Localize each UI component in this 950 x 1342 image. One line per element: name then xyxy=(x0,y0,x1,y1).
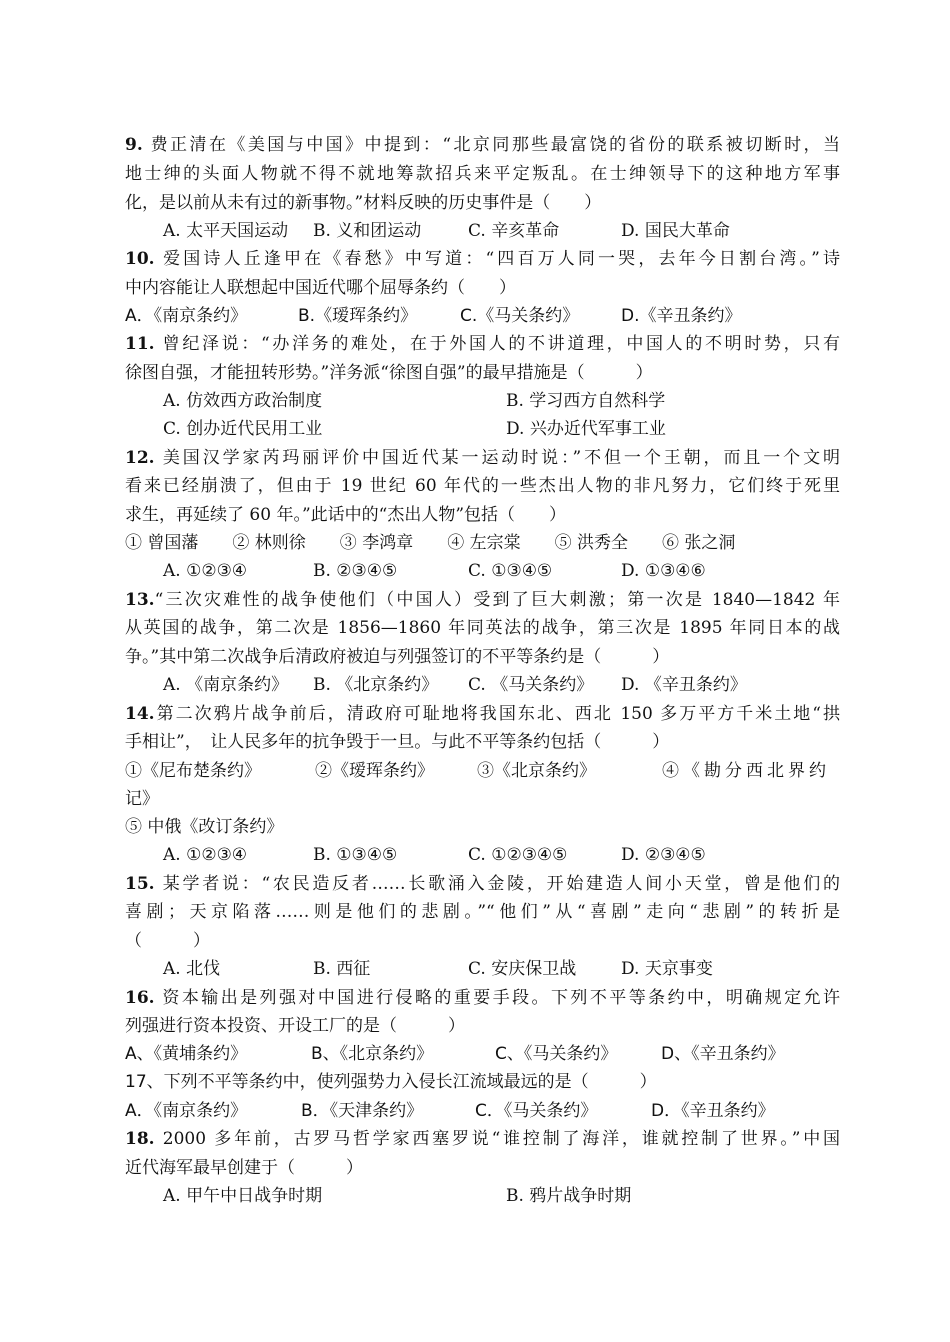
option-b: B. 鸦片战争时期 xyxy=(506,1186,632,1206)
question-12-stem-line-1: 12. 美国汉学家芮玛丽评价中国近代某一运动时说：”不但一个王朝，而且一个文明 xyxy=(125,448,840,468)
question-10-stem-line-2: 中内容能让人联想起中国近代哪个屈辱条约（ ） xyxy=(125,278,516,298)
option-c: C．《马关条约》 xyxy=(475,1101,598,1121)
question-14-items-row-2: 记》 xyxy=(125,789,159,809)
option-b: B. 《北京条约》 xyxy=(313,675,439,695)
option-d: D、《辛丑条约》 xyxy=(661,1044,785,1064)
question-number: 11. xyxy=(125,334,155,354)
option-d: D.《辛丑条约》 xyxy=(621,306,742,326)
item-4: ④《勘分西北界约 xyxy=(662,761,830,781)
question-number: 14. xyxy=(125,704,155,724)
question-15-stem-line-3: （ ） xyxy=(125,931,210,951)
question-12-stem-line-2: 看来已经崩溃了，但由于 19 世纪 60 年代的一些杰出人物的非凡努力，它们终于死里 xyxy=(125,476,840,496)
option-d: D. 兴办近代军事工业 xyxy=(506,419,666,439)
question-14-items-row-3: ⑤ 中俄《改订条约》 xyxy=(125,817,284,837)
option-b: B. 义和团运动 xyxy=(313,221,422,241)
question-17-stem-line-1: 17、下列不平等条约中，使列强势力入侵长江流域最远的是（ ） xyxy=(125,1072,657,1092)
question-11-stem-line-1: 11. 曾纪泽说：“办洋务的难处，在于外国人的不讲道理，中国人的不明时势，只有 xyxy=(125,334,840,354)
question-11-options-row-2 xyxy=(125,415,840,443)
question-9-stem-line-3: 化，是以前从未有过的新事物。”材料反映的历史事件是（ ） xyxy=(125,193,602,213)
question-number: 9. xyxy=(125,135,143,155)
option-a: A. ①②③④ xyxy=(163,561,248,581)
question-14-options xyxy=(125,841,840,869)
question-18-stem-line-2: 近代海军最早创建于（ ） xyxy=(125,1158,363,1178)
item-2: ②《瑷珲条约》 xyxy=(315,761,434,781)
question-11-options-row-1 xyxy=(125,387,840,415)
option-a: A．《南京条约》 xyxy=(125,1101,248,1121)
question-9-stem-line-2: 地士绅的头面人物就不得不就地筹款招兵来平定叛乱。在士绅领导下的这种地方军事 xyxy=(125,164,840,184)
question-number: 16. xyxy=(125,988,155,1008)
question-9-stem-line-1: 9. 费正清在《美国与中国》中提到：“北京同那些最富饶的省份的联系被切断时，当 xyxy=(125,135,840,155)
item-3: ③《北京条约》 xyxy=(477,761,596,781)
question-13-stem-line-2: 从英国的战争，第二次是 1856—1860 年同英法的战争，第三次是 1895 年同日本的战 xyxy=(125,618,840,638)
option-d: D．《辛丑条约》 xyxy=(651,1101,775,1121)
item-1: ①《尼布楚条约》 xyxy=(125,761,261,781)
question-14-items-row-1 xyxy=(125,757,840,785)
question-16-stem-line-1: 16. 资本输出是列强对中国进行侵略的重要手段。下列不平等条约中，明确规定允许 xyxy=(125,988,840,1008)
option-a: A. ①②③④ xyxy=(163,845,248,865)
question-14-stem-line-2: 手相让”， 让人民多年的抗争毁于一旦。与此不平等条约包括（ ） xyxy=(125,732,670,752)
question-17-options xyxy=(125,1097,840,1125)
option-d: D. ②③④⑤ xyxy=(621,845,706,865)
question-number: 18. xyxy=(125,1129,155,1149)
question-15-stem-line-1: 15. 某学者说：“农民造反者……长歌涌入金陵，开始建造人间小天堂，曾是他们的 xyxy=(125,874,840,894)
question-9-options xyxy=(125,217,840,245)
option-d: D. ①③④⑥ xyxy=(621,561,706,581)
question-number: 12. xyxy=(125,448,155,468)
question-13-stem-line-1: 13.“三次灾难性的战争使他们（中国人）受到了巨大刺激；第一次是 1840—1842 年 xyxy=(125,590,840,610)
question-12-items: ① 曾国藩 ② 林则徐 ③ 李鸿章 ④ 左宗棠 ⑤ 洪秀全 ⑥ 张之洞 xyxy=(125,533,736,553)
question-10-stem-line-1: 10. 爱国诗人丘逢甲在《春愁》中写道：“四百万人同一哭，去年今日割台湾。”诗 xyxy=(125,249,840,269)
question-15-options xyxy=(125,955,840,983)
question-16-options xyxy=(125,1040,840,1068)
question-number: 10. xyxy=(125,249,155,269)
question-10-options xyxy=(125,302,840,330)
option-c: C、《马关条约》 xyxy=(495,1044,618,1064)
option-a: A. 甲午中日战争时期 xyxy=(163,1186,323,1206)
question-number: 15. xyxy=(125,874,155,894)
question-18-options-row-1 xyxy=(125,1182,840,1210)
option-b: B、《北京条约》 xyxy=(311,1044,434,1064)
option-b: B. ②③④⑤ xyxy=(313,561,398,581)
question-12-options xyxy=(125,557,840,585)
question-13-stem-line-3: 争。”其中第二次战争后清政府被迫与列强签订的不平等条约是（ ） xyxy=(125,647,670,667)
question-16-stem-line-2: 列强进行资本投资、开设工厂的是（ ） xyxy=(125,1016,465,1036)
option-b: B.《瑷珲条约》 xyxy=(298,306,418,326)
question-15-stem-line-2: 喜剧；天京陷落……则是他们的悲剧。”“他们”从“喜剧”走向“悲剧”的转折是 xyxy=(125,902,840,922)
option-d: D. 国民大革命 xyxy=(621,221,730,241)
question-13-options xyxy=(125,671,840,699)
question-11-stem-line-2: 徐图自强，才能扭转形势。”洋务派“徐图自强”的最早措施是（ ） xyxy=(125,363,653,383)
question-number: 13. xyxy=(125,590,155,610)
option-a: A. 《南京条约》 xyxy=(163,675,289,695)
option-b: B. 学习西方自然科学 xyxy=(506,391,666,411)
option-b: B. ①③④⑤ xyxy=(313,845,398,865)
option-b: B．《天津条约》 xyxy=(301,1101,424,1121)
question-number: 17 xyxy=(125,1072,147,1092)
option-c: C. ①②③④⑤ xyxy=(468,845,568,865)
option-a: A、《黄埔条约》 xyxy=(125,1044,248,1064)
option-c: C. 创办近代民用工业 xyxy=(163,419,323,439)
option-c: C.《马关条约》 xyxy=(460,306,580,326)
option-d: D. 天京事变 xyxy=(621,959,713,979)
option-a: A．《南京条约》 xyxy=(125,306,248,326)
option-b: B. 西征 xyxy=(313,959,371,979)
option-c: C. ①③④⑤ xyxy=(468,561,553,581)
option-a: A. 北伐 xyxy=(163,959,221,979)
option-c: C. 辛亥革命 xyxy=(468,221,560,241)
question-12-stem-line-3: 求生，再延续了 60 年。”此话中的“杰出人物”包括（ ） xyxy=(125,505,567,525)
question-18-stem-line-1: 18. 2000 多年前，古罗马哲学家西塞罗说“谁控制了海洋，谁就控制了世界。”中国 xyxy=(125,1129,840,1149)
option-a: A. 仿效西方政治制度 xyxy=(163,391,323,411)
option-c: C. 《马关条约》 xyxy=(468,675,594,695)
option-a: A. 太平天国运动 xyxy=(163,221,289,241)
question-14-stem-line-1: 14.第二次鸦片战争前后，清政府可耻地将我国东北、西北 150 多万平方千米土地“拱 xyxy=(125,704,840,724)
option-c: C. 安庆保卫战 xyxy=(468,959,577,979)
option-d: D. 《辛丑条约》 xyxy=(621,675,747,695)
